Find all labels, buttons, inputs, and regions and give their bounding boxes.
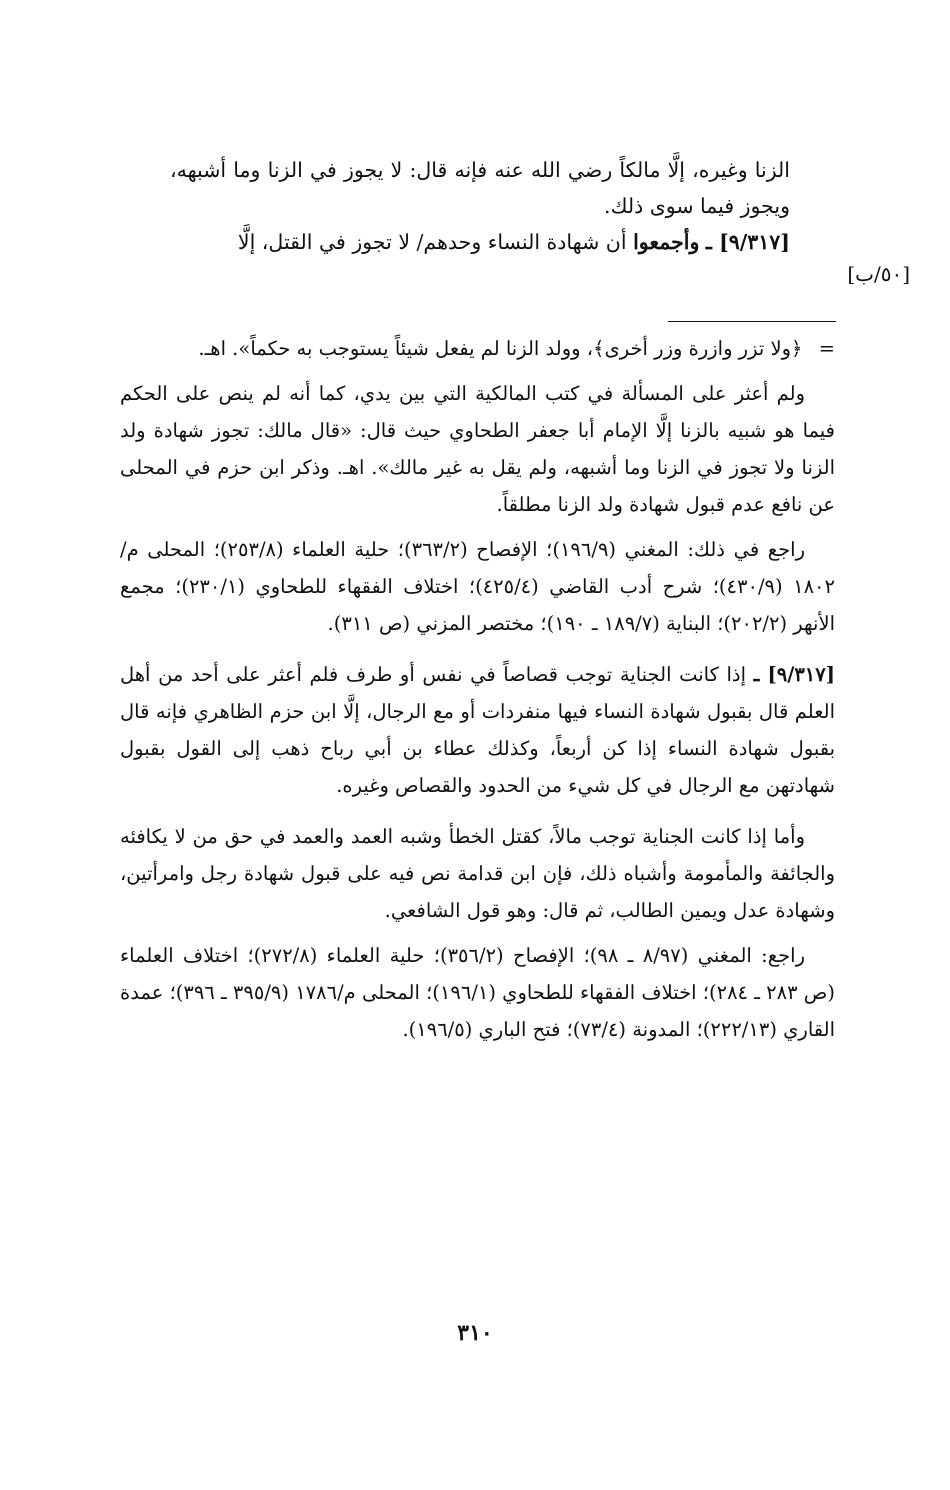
paragraph-text: أن شهادة النساء وحدهم/ لا تجوز في القتل، إلَّا: [237, 230, 627, 254]
footnote-text: إذا كانت الجناية توجب قصاصاً في نفس أو طرف فلم أعثر على أحد من أهل العلم قال بقبول شهادة النساء فيها منفردات أو مع الرجال، إلَّا ابن حزم الظاهري فإنه قال بقبول شهادة النساء إذا كن أربعاً، وكذلك عطاء بن أبي رباح ذهب إلى القول بقبول شهادتهن مع الرجال في كل شيء من الحدود والقصاص وغيره.: [120, 663, 835, 797]
footnote-paragraph-numbered: [120, 656, 835, 804]
continuation-mark: =: [818, 337, 835, 360]
footnote-references: راجع: المغني (٨/٩٧ ـ ٩٨)؛ الإفصاح (٣٥٦/٢)؛ حلية العلماء (٢٧٢/٨)؛ اختلاف العلماء (ص ٢٨٣ ـ ٢٨٤)؛ اختلاف الفقهاء للطحاوي (١٩٦/١)؛ المحلى م/١٧٨٦ (٣٩٥/٩ ـ ٣٩٦)؛ عمدة القاري (٢٢٢/١٣)؛ المدونة (٧٣/٤)؛ فتح الباري (١٩٦/٥).: [120, 944, 835, 1041]
footnotes: [120, 330, 835, 1056]
footnote-number: [٩/٣١٧] ـ: [753, 663, 835, 686]
footnote-divider: [668, 321, 836, 322]
footnote-paragraph: ولم أعثر على المسألة في كتب المالكية التي بين يدي، كما أنه لم ينص على الحكم فيما هو شبيه بالزنا إلَّا الإمام أبا جعفر الطحاوي حيث قال: «قال مالك: تجوز شهادة ولد الزنا ولا تجوز في الزنا وما أشبهه، ولم يقل به غير مالك». اهـ. وذكر ابن حزم في المحلى عن نافع عدم قبول شهادة ولد الزنا مطلقاً.: [120, 382, 835, 516]
paragraph-number: [٩/٣١٧] ـ: [705, 230, 790, 254]
footnote-text: ﴿ولا تزر وازرة وزر أخرى﴾، وولد الزنا لم يفعل شيئاً يستوجب به حكماً». اهـ.: [198, 337, 803, 360]
footnote-continuation: [120, 330, 835, 367]
main-paragraph-1: الزنا وغيره، إلَّا مالكاً رضي الله عنه فإنه قال: لا يجوز في الزنا وما أشبهه، ويجوز فيما سوى ذلك.: [170, 158, 790, 218]
margin-folio-reference: [٥٠/ب]: [847, 262, 910, 286]
bold-keyword: وأجمعوا: [633, 230, 700, 254]
main-paragraph-2: [170, 224, 790, 260]
footnote-references: راجع في ذلك: المغني (١٩٦/٩)؛ الإفصاح (٣٦٣/٢)؛ حلية العلماء (٢٥٣/٨)؛ المحلى م/١٨٠٢ (٤٣٠/٩)؛ شرح أدب القاضي (٤٢٥/٤)؛ اختلاف الفقهاء للطحاوي (٢٣٠/١)؛ مجمع الأنهر (٢٠٢/٢)؛ البناية (١٨٩/٧ ـ ١٩٠)؛ مختصر المزني (ص ٣١١).: [120, 538, 835, 635]
page-number: ٣١٠: [457, 1320, 493, 1346]
main-text: [170, 152, 790, 260]
footnote-paragraph: وأما إذا كانت الجناية توجب مالاً، كقتل الخطأ وشبه العمد والعمد في حق من لا يكافئه والجائفة والمأمومة وأشباه ذلك، فإن ابن قدامة نص فيه على قبول شهادة رجل وامرأتين، وشهادة عدل ويمين الطالب، ثم قال: وهو قول الشافعي.: [120, 825, 835, 922]
